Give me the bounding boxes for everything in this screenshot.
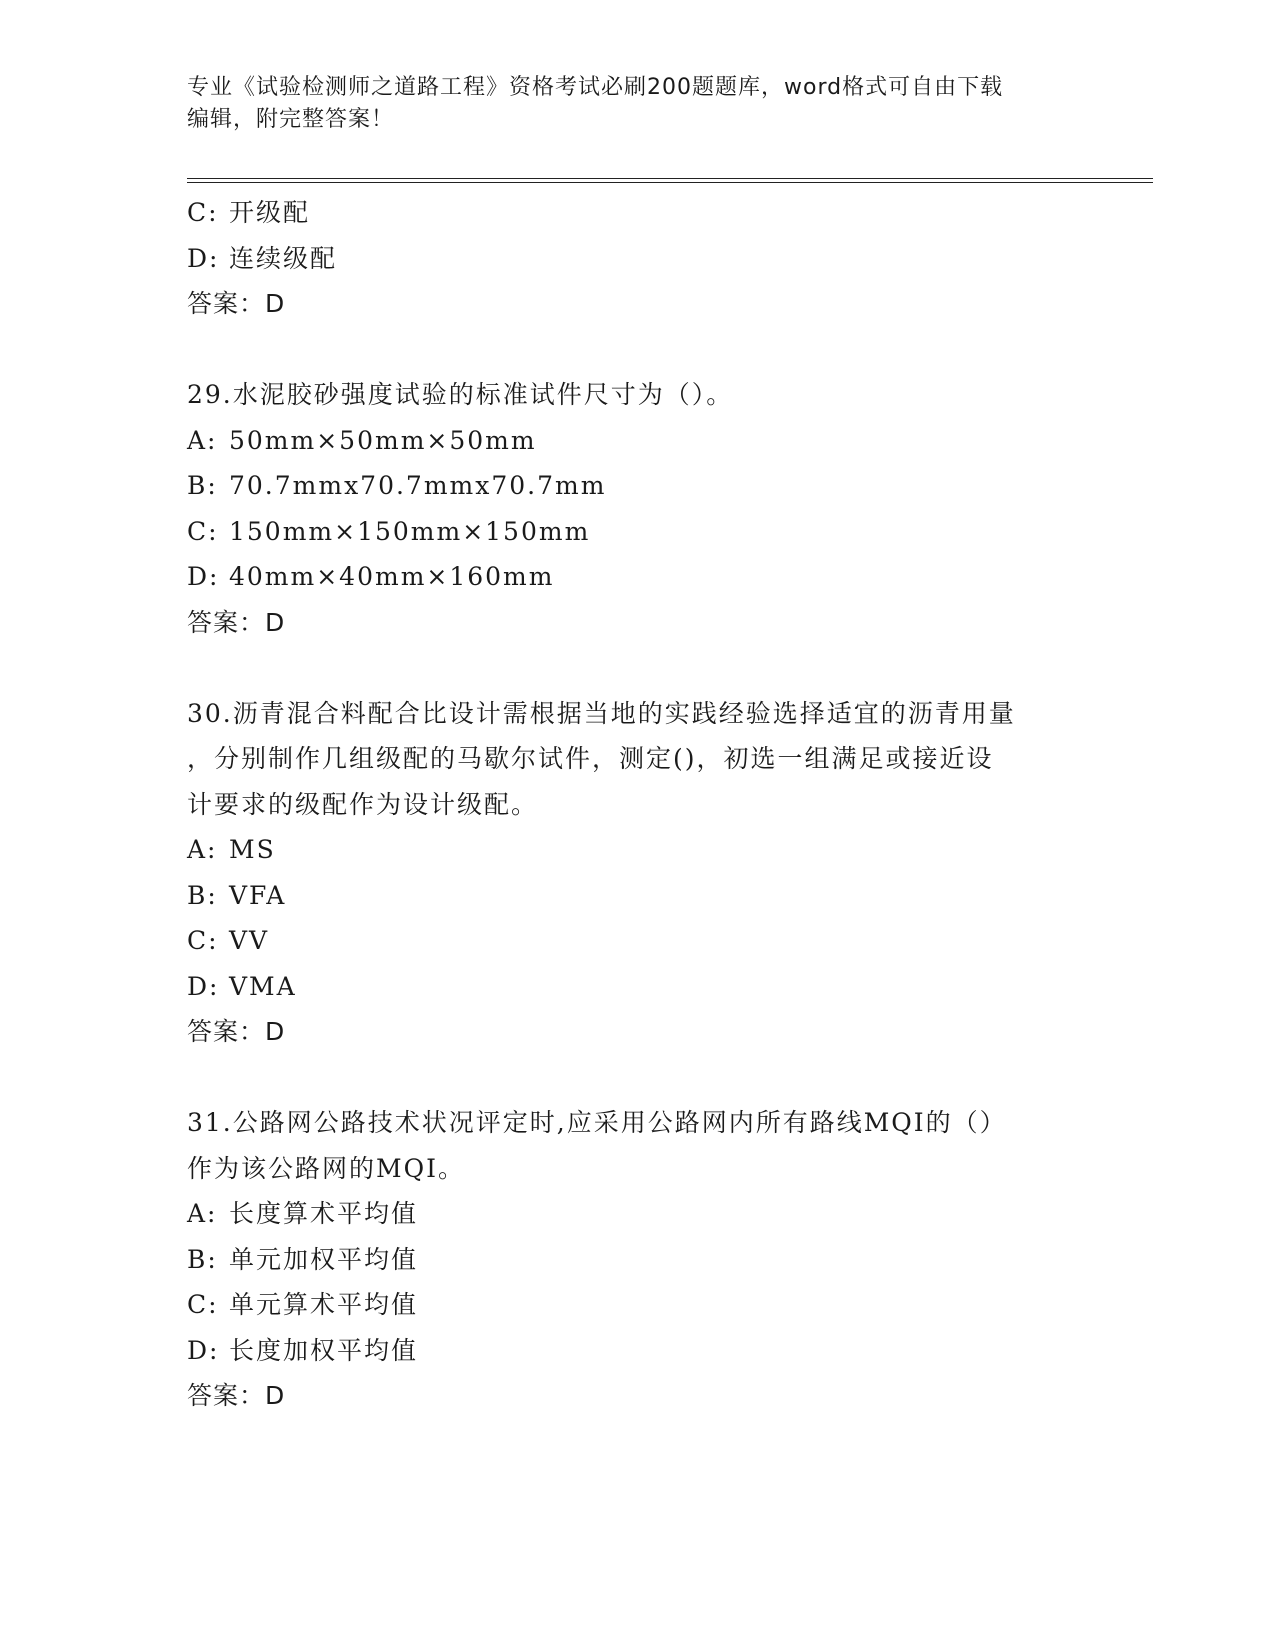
option-text: 连续级配 bbox=[229, 243, 338, 273]
option-text: VV bbox=[229, 926, 270, 955]
header-rule-bottom bbox=[187, 182, 1153, 183]
option-text: 开级配 bbox=[229, 198, 311, 227]
header-line-2: 编辑，附完整答案！ bbox=[187, 107, 395, 132]
option-c bbox=[187, 190, 1087, 236]
prev-question bbox=[187, 190, 1087, 327]
option-d bbox=[187, 554, 1087, 600]
answer-line: 答案：D bbox=[187, 607, 286, 637]
option-label: C: bbox=[187, 198, 219, 227]
option-text: MS bbox=[229, 835, 276, 864]
question-stem: 29.水泥胶砂强度试验的标准试件尺寸为（）。 bbox=[187, 380, 734, 409]
header-rule-top bbox=[187, 178, 1153, 179]
option-b bbox=[187, 463, 1087, 509]
spacer bbox=[187, 1055, 1087, 1101]
question-stem-line-2: 作为该公路网的MQI。 bbox=[187, 1153, 465, 1183]
option-text: 长度加权平均值 bbox=[229, 1335, 419, 1365]
option-label: B: bbox=[187, 471, 218, 500]
option-d bbox=[187, 964, 1087, 1010]
option-text: 单元算术平均值 bbox=[229, 1290, 419, 1319]
question-stem-line-1: 30.沥青混合料配合比设计需根据当地的实践经验选择适宜的沥青用量 bbox=[187, 698, 1016, 728]
option-label: B: bbox=[187, 1244, 218, 1274]
spacer bbox=[187, 645, 1087, 691]
document-body bbox=[187, 190, 1087, 1419]
option-text: 40mm×40mm×160mm bbox=[229, 562, 555, 591]
option-a bbox=[187, 1191, 1087, 1237]
option-text: VMA bbox=[229, 971, 297, 1001]
answer-line: 答案：D bbox=[187, 1017, 286, 1046]
option-label: D: bbox=[187, 971, 220, 1001]
question-stem-line-2: ，分别制作几组级配的马歇尔试件，测定()，初选一组满足或接近设 bbox=[187, 744, 994, 773]
option-b bbox=[187, 873, 1087, 919]
question-stem-line-3: 计要求的级配作为设计级配。 bbox=[187, 789, 539, 819]
option-label: B: bbox=[187, 880, 218, 910]
option-text: VFA bbox=[229, 880, 287, 910]
option-a bbox=[187, 418, 1087, 464]
spacer bbox=[187, 327, 1087, 373]
option-label: A: bbox=[187, 1199, 218, 1228]
question-31 bbox=[187, 1100, 1087, 1419]
option-label: C: bbox=[187, 1290, 219, 1319]
option-label: C: bbox=[187, 516, 219, 546]
option-label: D: bbox=[187, 562, 220, 591]
option-d bbox=[187, 236, 1087, 282]
answer-line: 答案：D bbox=[187, 1381, 286, 1410]
option-label: D: bbox=[187, 243, 220, 273]
option-label: C: bbox=[187, 926, 219, 955]
option-text: 70.7mmx70.7mmx70.7mm bbox=[229, 471, 607, 500]
question-29 bbox=[187, 372, 1087, 645]
option-label: D: bbox=[187, 1335, 220, 1365]
option-c bbox=[187, 1282, 1087, 1328]
option-label: A: bbox=[187, 425, 218, 455]
answer-line: 答案：D bbox=[187, 289, 286, 318]
option-c bbox=[187, 918, 1087, 964]
option-text: 单元加权平均值 bbox=[229, 1244, 419, 1274]
option-label: A: bbox=[187, 835, 218, 864]
question-stem-line-1: 31.公路网公路技术状况评定时,应采用公路网内所有路线MQI的（） bbox=[187, 1108, 1007, 1137]
question-30 bbox=[187, 691, 1087, 1055]
option-a bbox=[187, 827, 1087, 873]
option-text: 长度算术平均值 bbox=[229, 1199, 419, 1228]
document-header bbox=[187, 72, 1087, 136]
option-d bbox=[187, 1328, 1087, 1374]
option-c bbox=[187, 509, 1087, 555]
option-text: 50mm×50mm×50mm bbox=[229, 425, 537, 455]
option-b bbox=[187, 1237, 1087, 1283]
header-line-1: 专业《试验检测师之道路工程》资格考试必刷200题题库，word格式可自由下载 bbox=[187, 75, 1004, 100]
option-text: 150mm×150mm×150mm bbox=[229, 516, 591, 546]
